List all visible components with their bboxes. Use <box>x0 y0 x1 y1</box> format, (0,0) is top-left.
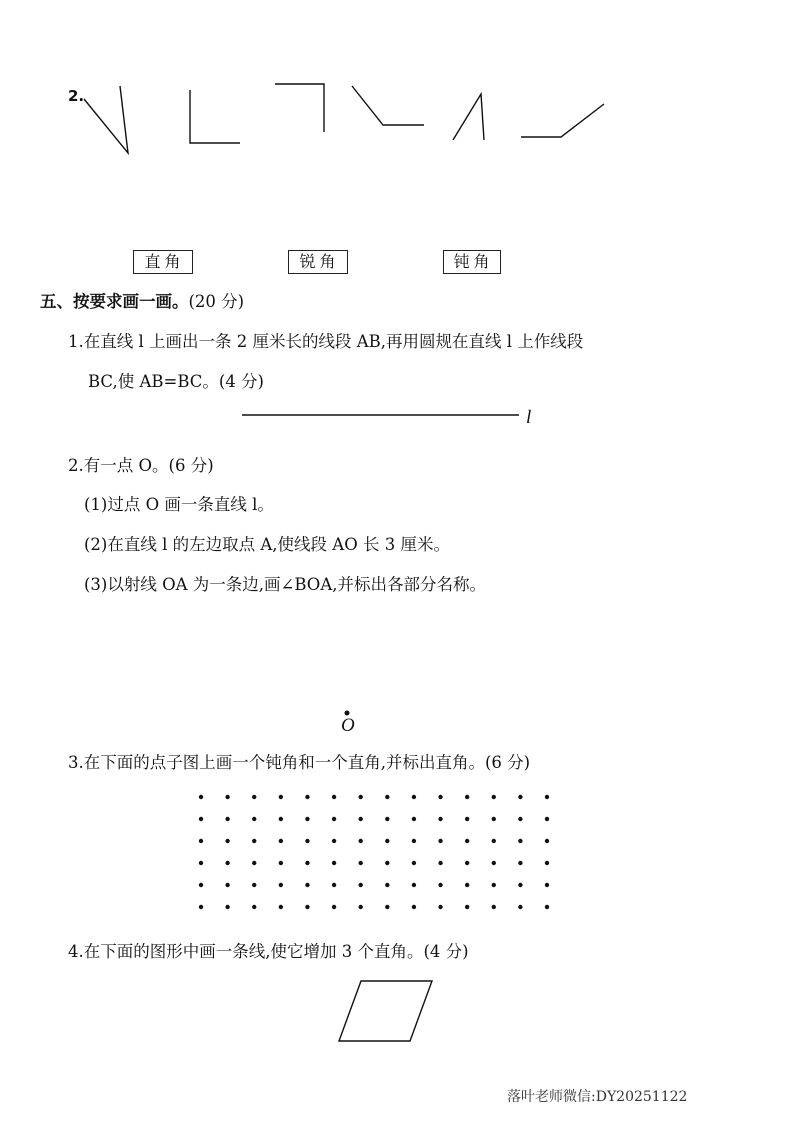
grid-dot <box>412 839 416 843</box>
grid-dot <box>412 795 416 799</box>
grid-dot <box>438 817 442 821</box>
grid-dot <box>199 883 203 887</box>
grid-dot <box>305 817 309 821</box>
label-box-right-angle: 直角 <box>133 250 193 274</box>
grid-dot <box>412 883 416 887</box>
angle-figure-4 <box>352 86 424 125</box>
section-title <box>40 292 244 312</box>
q2-title: 2.有一点 O。(6 分) <box>68 456 214 475</box>
grid-dot <box>358 839 362 843</box>
grid-dot <box>412 861 416 865</box>
grid-dot <box>279 839 283 843</box>
grid-dot <box>545 839 549 843</box>
grid-dot <box>412 905 416 909</box>
grid-dot <box>438 905 442 909</box>
grid-dot <box>252 883 256 887</box>
grid-dot <box>279 795 283 799</box>
grid-dot <box>358 883 362 887</box>
grid-dot <box>545 861 549 865</box>
grid-dot <box>358 861 362 865</box>
grid-dot <box>199 795 203 799</box>
grid-dot <box>225 817 229 821</box>
grid-dot <box>385 883 389 887</box>
grid-dot <box>385 817 389 821</box>
q2-sub2: (2)在直线 l 的左边取点 A,使线段 AO 长 3 厘米。 <box>84 535 450 554</box>
grid-dot <box>358 795 362 799</box>
grid-dot <box>225 795 229 799</box>
grid-dot <box>492 905 496 909</box>
grid-dot <box>252 795 256 799</box>
grid-dot <box>518 905 522 909</box>
grid-dot <box>225 883 229 887</box>
line-l-label: l <box>526 407 532 428</box>
grid-dot <box>332 883 336 887</box>
grid-dot <box>332 839 336 843</box>
grid-dot <box>518 839 522 843</box>
grid-dot <box>412 817 416 821</box>
grid-dot <box>465 905 469 909</box>
grid-dot <box>252 839 256 843</box>
grid-dot <box>492 839 496 843</box>
grid-dot <box>545 905 549 909</box>
grid-dot <box>305 861 309 865</box>
grid-dot <box>438 861 442 865</box>
question-number: 2. <box>68 87 85 105</box>
angle-figure-1 <box>84 86 128 153</box>
grid-dot <box>545 795 549 799</box>
grid-dot <box>305 905 309 909</box>
grid-dot <box>358 817 362 821</box>
grid-dot <box>492 795 496 799</box>
grid-dot <box>465 795 469 799</box>
grid-dot <box>332 795 336 799</box>
grid-dot <box>492 817 496 821</box>
grid-dot <box>279 883 283 887</box>
grid-dot <box>385 795 389 799</box>
section-points: (20 分) <box>188 292 245 311</box>
grid-dot <box>199 861 203 865</box>
angle-figure-5 <box>453 94 484 140</box>
grid-dot <box>492 861 496 865</box>
grid-dot <box>438 839 442 843</box>
section-title-text: 五、按要求画一画。 <box>40 292 189 311</box>
grid-dot <box>199 817 203 821</box>
grid-dot <box>332 861 336 865</box>
q1-line2: BC,使 AB=BC。(4 分) <box>88 372 264 391</box>
grid-dot <box>465 883 469 887</box>
grid-dot <box>545 883 549 887</box>
grid-dot <box>225 839 229 843</box>
grid-dot <box>518 795 522 799</box>
grid-dot <box>332 905 336 909</box>
grid-dot <box>252 817 256 821</box>
grid-dot <box>332 817 336 821</box>
point-o-label: O <box>341 715 355 736</box>
q2-sub3: (3)以射线 OA 为一条边,画∠BOA,并标出各部分名称。 <box>84 575 486 594</box>
q2-sub1: (1)过点 O 画一条直线 l。 <box>84 495 274 514</box>
grid-dot <box>518 861 522 865</box>
grid-dot <box>465 817 469 821</box>
grid-dot <box>465 861 469 865</box>
parallelogram <box>339 981 432 1041</box>
grid-dot <box>545 817 549 821</box>
angle-figure-3 <box>275 84 324 132</box>
q4-title: 4.在下面的图形中画一条线,使它增加 3 个直角。(4 分) <box>68 942 469 961</box>
grid-dot <box>305 795 309 799</box>
grid-dot <box>385 905 389 909</box>
q1-line1: 1.在直线 l 上画出一条 2 厘米长的线段 AB,再用圆规在直线 l 上作线段 <box>68 332 584 351</box>
grid-dot <box>518 817 522 821</box>
grid-dot <box>518 883 522 887</box>
grid-dot <box>252 861 256 865</box>
dot-grid <box>199 795 549 909</box>
grid-dot <box>252 905 256 909</box>
angle-figure-6 <box>521 104 604 137</box>
angle-figure-2 <box>190 90 240 143</box>
grid-dot <box>199 839 203 843</box>
grid-dot <box>358 905 362 909</box>
grid-dot <box>438 883 442 887</box>
grid-dot <box>492 883 496 887</box>
label-box-obtuse-angle: 钝角 <box>443 250 501 274</box>
grid-dot <box>385 839 389 843</box>
footer-watermark: 落叶老师微信:DY20251122 <box>507 1089 688 1105</box>
grid-dot <box>305 839 309 843</box>
label-box-acute-angle: 锐角 <box>288 250 348 274</box>
q3-title: 3.在下面的点子图上画一个钝角和一个直角,并标出直角。(6 分) <box>68 753 531 772</box>
grid-dot <box>279 861 283 865</box>
grid-dot <box>279 817 283 821</box>
grid-dot <box>225 861 229 865</box>
grid-dot <box>199 905 203 909</box>
grid-dot <box>225 905 229 909</box>
grid-dot <box>438 795 442 799</box>
grid-dot <box>279 905 283 909</box>
grid-dot <box>465 839 469 843</box>
grid-dot <box>305 883 309 887</box>
grid-dot <box>385 861 389 865</box>
